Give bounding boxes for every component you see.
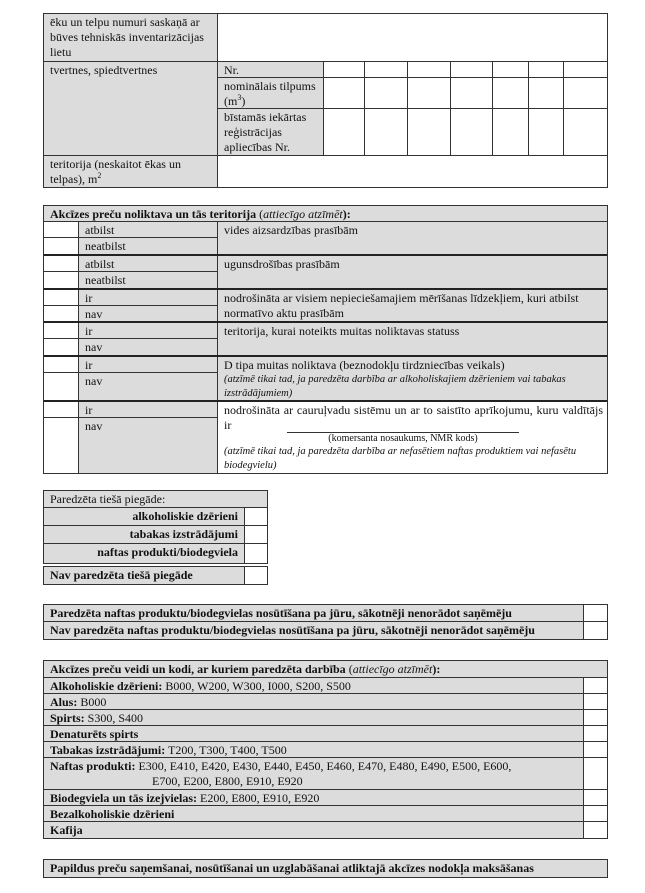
territory-text: teritorija (neskaitot ēkas un telpas), m — [50, 157, 181, 186]
group-description: ugunsdrošības prasībām — [224, 257, 340, 271]
deferred-payment-row: Papildus preču saņemšanai, nosūtīšanai un uzglabāšanai atliktajā akcīzes nodokļa maksāšanas — [43, 859, 608, 878]
tank-col[interactable] — [365, 62, 408, 155]
option-label: atbilst — [79, 256, 218, 272]
warehouse-header-hint: attiecīgo atzīmēt — [263, 207, 343, 221]
delivery-label-tobacco: tabakas izstrādājumi — [44, 526, 245, 544]
tank-volume-sup: 3 — [237, 93, 242, 102]
checkbox-excise-fuel[interactable] — [584, 758, 607, 790]
option-label: nav — [79, 306, 218, 321]
no-direct-delivery-label: Nav paredzēta tiešā piegāde — [44, 567, 245, 584]
paren: ): — [342, 207, 351, 221]
excise-type-codes: B000 — [77, 695, 107, 709]
checkbox-excise-alcohol[interactable] — [584, 678, 607, 694]
checkbox-sea-shipping-yes[interactable] — [584, 605, 607, 622]
tank-col[interactable] — [408, 62, 451, 155]
checkbox-delivery-tobacco[interactable] — [245, 526, 267, 544]
excise-type-codes: S300, S400 — [84, 711, 144, 725]
excise-type-codes-line2: E700, E200, E800, E910, E920 — [152, 774, 303, 788]
paren: ( — [345, 662, 353, 676]
delivery-label-alcohol: alkoholiskie dzērieni — [44, 508, 245, 526]
warehouse-header — [44, 206, 607, 221]
excise-header-title: Akcīzes preču veidi un kodi, ar kuriem paredzēta darbība — [50, 662, 346, 676]
option-label: nav — [79, 418, 218, 473]
checkbox-excise-coffee[interactable] — [584, 822, 607, 838]
group-description: nodrošināta ar visiem nepieciešamajiem mērīšanas līdzekļiem, kuri atbilst normatīvo aktu prasībām — [224, 291, 579, 320]
tank-volume-text: nominālais tilpums (m — [224, 79, 316, 108]
checkbox-measure-nav[interactable] — [44, 306, 79, 321]
excise-type-codes: B000, W200, W300, I000, S200, S500 — [162, 679, 351, 693]
option-label: nav — [79, 373, 218, 400]
checkbox-dutyfree-nav[interactable] — [44, 373, 79, 400]
checkbox-dutyfree-ir[interactable] — [44, 357, 79, 373]
option-label: nav — [79, 339, 218, 355]
tank-col[interactable] — [451, 62, 493, 155]
checkbox-no-direct-delivery[interactable] — [245, 567, 267, 584]
checkbox-excise-biofuel[interactable] — [584, 790, 607, 806]
tank-volume-label — [218, 78, 324, 109]
excise-type-name: Alus: — [50, 695, 78, 709]
option-label: neatbilst — [79, 238, 218, 254]
excise-type-denatured — [44, 726, 584, 742]
checkbox-excise-beer[interactable] — [584, 694, 607, 710]
checkbox-delivery-alcohol[interactable] — [245, 508, 267, 526]
option-label: ir — [79, 402, 218, 418]
option-label: ir — [79, 290, 218, 306]
checkbox-fire-atbilst[interactable] — [44, 256, 79, 272]
excise-type-spirit — [44, 710, 584, 726]
excise-type-codes: T200, T300, T400, T500 — [165, 743, 287, 757]
checkbox-measure-ir[interactable] — [44, 290, 79, 306]
checkbox-sea-shipping-no[interactable] — [584, 622, 607, 639]
excise-type-codes: E200, E800, E910, E920 — [197, 791, 320, 805]
checkbox-customs-ir[interactable] — [44, 323, 79, 339]
excise-type-name: Bezalkoholiskie dzērieni — [50, 807, 175, 821]
tank-col[interactable] — [529, 62, 564, 155]
tanks-label: tvertnes, spiedtvertnes — [44, 62, 218, 155]
tank-volume-close: ) — [241, 94, 246, 108]
option-label: atbilst — [79, 222, 218, 238]
operator-field-caption: (komersanta nosaukums, NMR kods) — [328, 433, 478, 444]
excise-type-name: Denaturēts spirts — [50, 727, 139, 741]
excise-type-alcohol — [44, 678, 584, 694]
group-description — [218, 357, 607, 400]
checkbox-env-neatbilst[interactable] — [44, 238, 79, 254]
tank-col[interactable] — [324, 62, 365, 155]
excise-type-name: Kafija — [50, 823, 83, 837]
option-label: neatbilst — [79, 272, 218, 288]
tank-col[interactable] — [493, 62, 529, 155]
tank-grid — [324, 62, 607, 155]
territory-sup: 2 — [97, 171, 102, 180]
warehouse-header-title: Akcīzes preču noliktava un tās teritorija — [50, 207, 257, 221]
dutyfree-description: D tipa muitas noliktava (beznodokļu tirdzniecības veikals) — [224, 358, 505, 372]
checkbox-env-atbilst[interactable] — [44, 222, 79, 238]
group-description: teritorija, kurai noteikts muitas noliktavas statuss — [224, 324, 460, 338]
tank-col[interactable] — [564, 62, 607, 155]
excise-type-biofuel — [44, 790, 584, 806]
direct-delivery-header: Paredzēta tiešā piegāde: — [44, 491, 267, 508]
delivery-label-fuel: naftas produkti/biodegviela — [44, 544, 245, 563]
excise-type-name: Alkoholiskie dzērieni: — [50, 679, 163, 693]
sea-shipping-yes-label: Paredzēta naftas produktu/biodegvielas nosūtīšana pa jūru, sākotnēji nenorādot saņēmēju — [44, 605, 584, 622]
excise-header-hint: attiecīgo atzīmēt — [352, 662, 433, 676]
excise-type-nonalcoholic — [44, 806, 584, 822]
checkbox-fire-neatbilst[interactable] — [44, 272, 79, 288]
excise-type-codes: E300, E410, E420, E430, E440, E450, E460, E470, E480, E490, E500, E600, — [135, 759, 512, 773]
checkbox-excise-tobacco[interactable] — [584, 742, 607, 758]
checkbox-pipeline-nav[interactable] — [44, 418, 79, 473]
pipeline-description-text: nodrošināta ar cauruļvadu sistēmu un ar to saistīto aprīkojumu, kuru valdītājs ir — [224, 403, 603, 432]
excise-type-beer — [44, 694, 584, 710]
building-numbers-label: ēku un telpu numuri saskaņā ar būves tehniskās inventarizācijas lietu — [44, 14, 218, 61]
excise-types-header — [44, 661, 607, 678]
dutyfree-note: (atzīmē tikai tad, ja paredzēta darbība ar alkoholiskajiem dzērieniem vai tabakas izstrādājumiem) — [224, 374, 566, 399]
checkbox-excise-denatured[interactable] — [584, 726, 607, 742]
checkbox-pipeline-ir[interactable] — [44, 402, 79, 418]
excise-type-tobacco — [44, 742, 584, 758]
tank-nr-label: Nr. — [218, 62, 324, 78]
checkbox-delivery-fuel[interactable] — [245, 544, 267, 563]
option-label: ir — [79, 357, 218, 373]
checkbox-excise-nonalcoholic[interactable] — [584, 806, 607, 822]
checkbox-customs-nav[interactable] — [44, 339, 79, 355]
excise-type-name: Naftas produkti: — [50, 759, 136, 773]
paren: ): — [432, 662, 441, 676]
paren: ( — [256, 207, 264, 221]
excise-type-fuel — [44, 758, 584, 790]
territory-input[interactable] — [218, 156, 607, 187]
excise-type-coffee — [44, 822, 584, 838]
option-label: ir — [79, 323, 218, 339]
group-description: vides aizsardzības prasībām — [224, 223, 358, 237]
checkbox-excise-spirit[interactable] — [584, 710, 607, 726]
excise-type-name: Biodegviela un tās izejvielas: — [50, 791, 197, 805]
excise-type-name: Tabakas izstrādājumi: — [50, 743, 166, 757]
sea-shipping-no-label: Nav paredzēta naftas produktu/biodegvielas nosūtīšana pa jūru, sākotnēji nenorādot saņēmēju — [44, 622, 584, 639]
pipeline-note: (atzīmē tikai tad, ja paredzēta darbība ar nefasētiem naftas produktiem vai nefasētu biodegvielu) — [224, 446, 577, 471]
tank-registration-label: bīstamās iekārtas reģistrācijas apliecības Nr. — [218, 109, 324, 155]
excise-type-name: Spirts: — [50, 711, 85, 725]
building-numbers-input[interactable] — [218, 14, 607, 61]
territory-label — [44, 156, 218, 187]
